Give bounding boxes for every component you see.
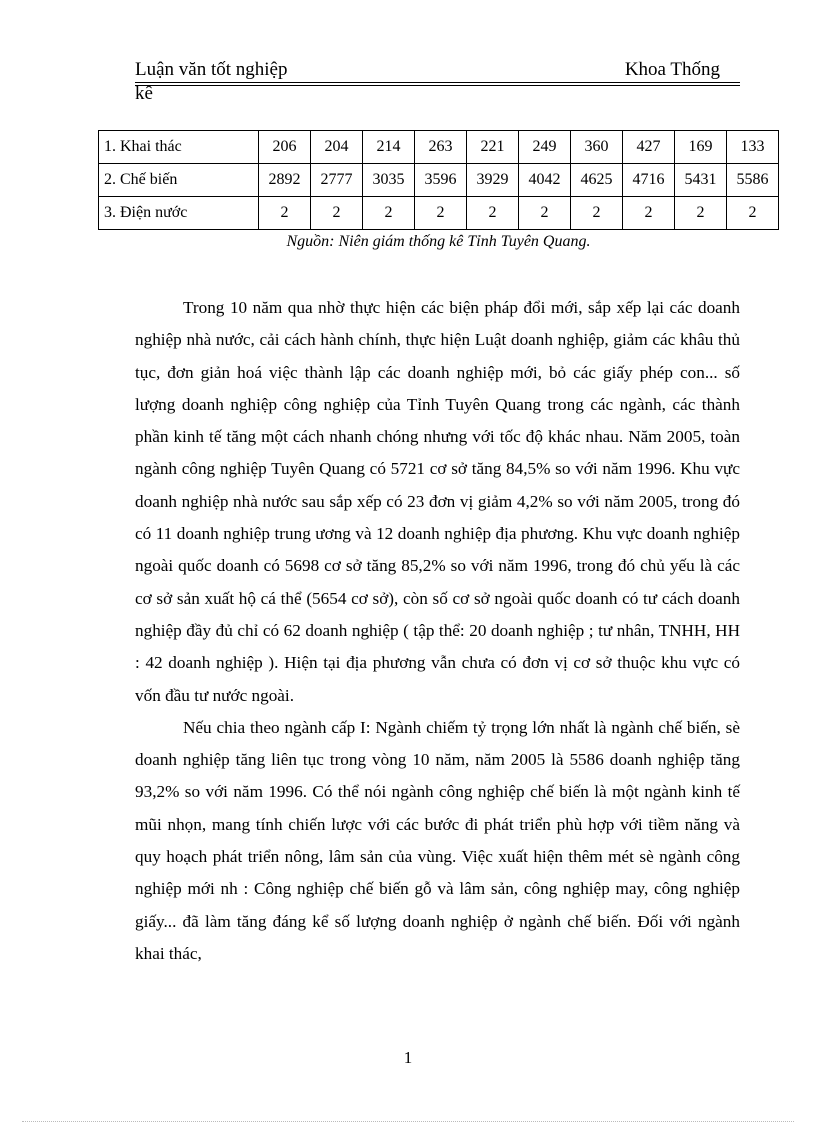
page-number: 1: [403, 1048, 413, 1067]
table-cell: 2: [363, 197, 415, 230]
table-cell: 2: [727, 197, 779, 230]
header-faculty: Khoa Thống: [624, 59, 720, 80]
table-cell: 133: [727, 131, 779, 164]
table-cell: 2: [311, 197, 363, 230]
table-cell: 4716: [623, 164, 675, 197]
page-header: [135, 58, 740, 104]
table-cell: 249: [519, 131, 571, 164]
body-text: [135, 292, 740, 970]
table-cell: 5586: [727, 164, 779, 197]
table-cell: 4625: [571, 164, 623, 197]
header-faculty-continuation: kê: [135, 83, 153, 104]
table-row: [99, 164, 779, 197]
table-cell: 206: [259, 131, 311, 164]
table-cell: 2777: [311, 164, 363, 197]
header-row: [135, 58, 740, 83]
table-row: [99, 131, 779, 164]
table-cell: 360: [571, 131, 623, 164]
table-cell: 2892: [259, 164, 311, 197]
table-cell: 2: [623, 197, 675, 230]
table-cell: 2: [415, 197, 467, 230]
table-cell: 3035: [363, 164, 415, 197]
paragraph: Nếu chia theo ngành cấp I: Ngành chiếm tỷ trọng lớn nhất là ngành chế biến, sè doanh nghiệp tăng liên tục trong vòng 10 năm, năm 2005 là 5586 doanh nghiệp tăng 93,2% so với năm 1996. Có thể nói ngành công nghiệp chế biến là một ngành kinh tế mũi nhọn, mang tính chiến lược với các bước đi phát triển phù hợp với tiềm năng và quy hoạch phát triển nông, lâm sản của vùng. Việc xuất hiện thêm mét sè ngành công nghiệp mới nh : Công nghiệp chế biến gỗ và lâm sản, công nghiệp may, công nghiệp giấy... đã làm tăng đáng kể số lượng doanh nghiệp ở ngành chế biến. Đối với ngành khai thác,: [135, 717, 740, 963]
table-cell: 2: [571, 197, 623, 230]
table-cell: 4042: [519, 164, 571, 197]
header-thesis-title: Luận văn tốt nghiệp: [135, 59, 288, 80]
table-cell: 2: [519, 197, 571, 230]
table-cell: 214: [363, 131, 415, 164]
table-cell: 2: [675, 197, 727, 230]
table-cell: 3929: [467, 164, 519, 197]
table-cell: 2: [467, 197, 519, 230]
paragraph: Trong 10 năm qua nhờ thực hiện các biện pháp đổi mới, sắp xếp lại các doanh nghiệp nhà nước, cải cách hành chính, thực hiện Luật doanh nghiệp, giảm các khâu thủ tục, đơn giản hoá việc thành lập các doanh nghiệp mới, bỏ các giấy phép con... số lượng doanh nghiệp công nghiệp của Tỉnh Tuyên Quang trong các ngành, các thành phần kinh tế tăng một cách nhanh chóng nhưng với tốc độ khác nhau. Năm 2005, toàn ngành công nghiệp Tuyên Quang có 5721 cơ sở tăng 84,5% so với năm 1996. Khu vực doanh nghiệp nhà nước sau sắp xếp có 23 đơn vị giảm 4,2% so với năm 2005, trong đó có 11 doanh nghiệp trung ương và 12 doanh nghiệp địa phương. Khu vực doanh nghiệp ngoài quốc doanh có 5698 cơ sở tăng 85,2% so với năm 1996, trong đó chủ yếu là các cơ sở sản xuất hộ cá thể (5654 cơ sở), còn số cơ sở ngoài quốc doanh có tư cách doanh nghiệp đầy đủ chỉ có 62 doanh nghiệp ( tập thể: 20 doanh nghiệp ; tư nhân, TNHH, HH : 42 doanh nghiệp ). Hiện tại địa phương vẫn chưa có đơn vị cơ sở thuộc khu vực có vốn đầu tư nước ngoài.: [135, 298, 740, 705]
table-row-label: 3. Điện nước: [99, 197, 259, 230]
enterprise-count-table: [98, 130, 779, 230]
table-cell: 221: [467, 131, 519, 164]
table-row-label: 2. Chế biến: [99, 164, 259, 197]
table-source-note: Nguồn: Niên giám thống kê Tỉnh Tuyên Quang.: [286, 233, 591, 250]
table-cell: 2: [259, 197, 311, 230]
table-cell: 263: [415, 131, 467, 164]
page-boundary: [22, 1121, 794, 1122]
table-cell: 169: [675, 131, 727, 164]
table-cell: 204: [311, 131, 363, 164]
table-cell: 5431: [675, 164, 727, 197]
table-row-label: 1. Khai thác: [99, 131, 259, 164]
table-cell: 3596: [415, 164, 467, 197]
table-cell: 427: [623, 131, 675, 164]
table-row: [99, 197, 779, 230]
